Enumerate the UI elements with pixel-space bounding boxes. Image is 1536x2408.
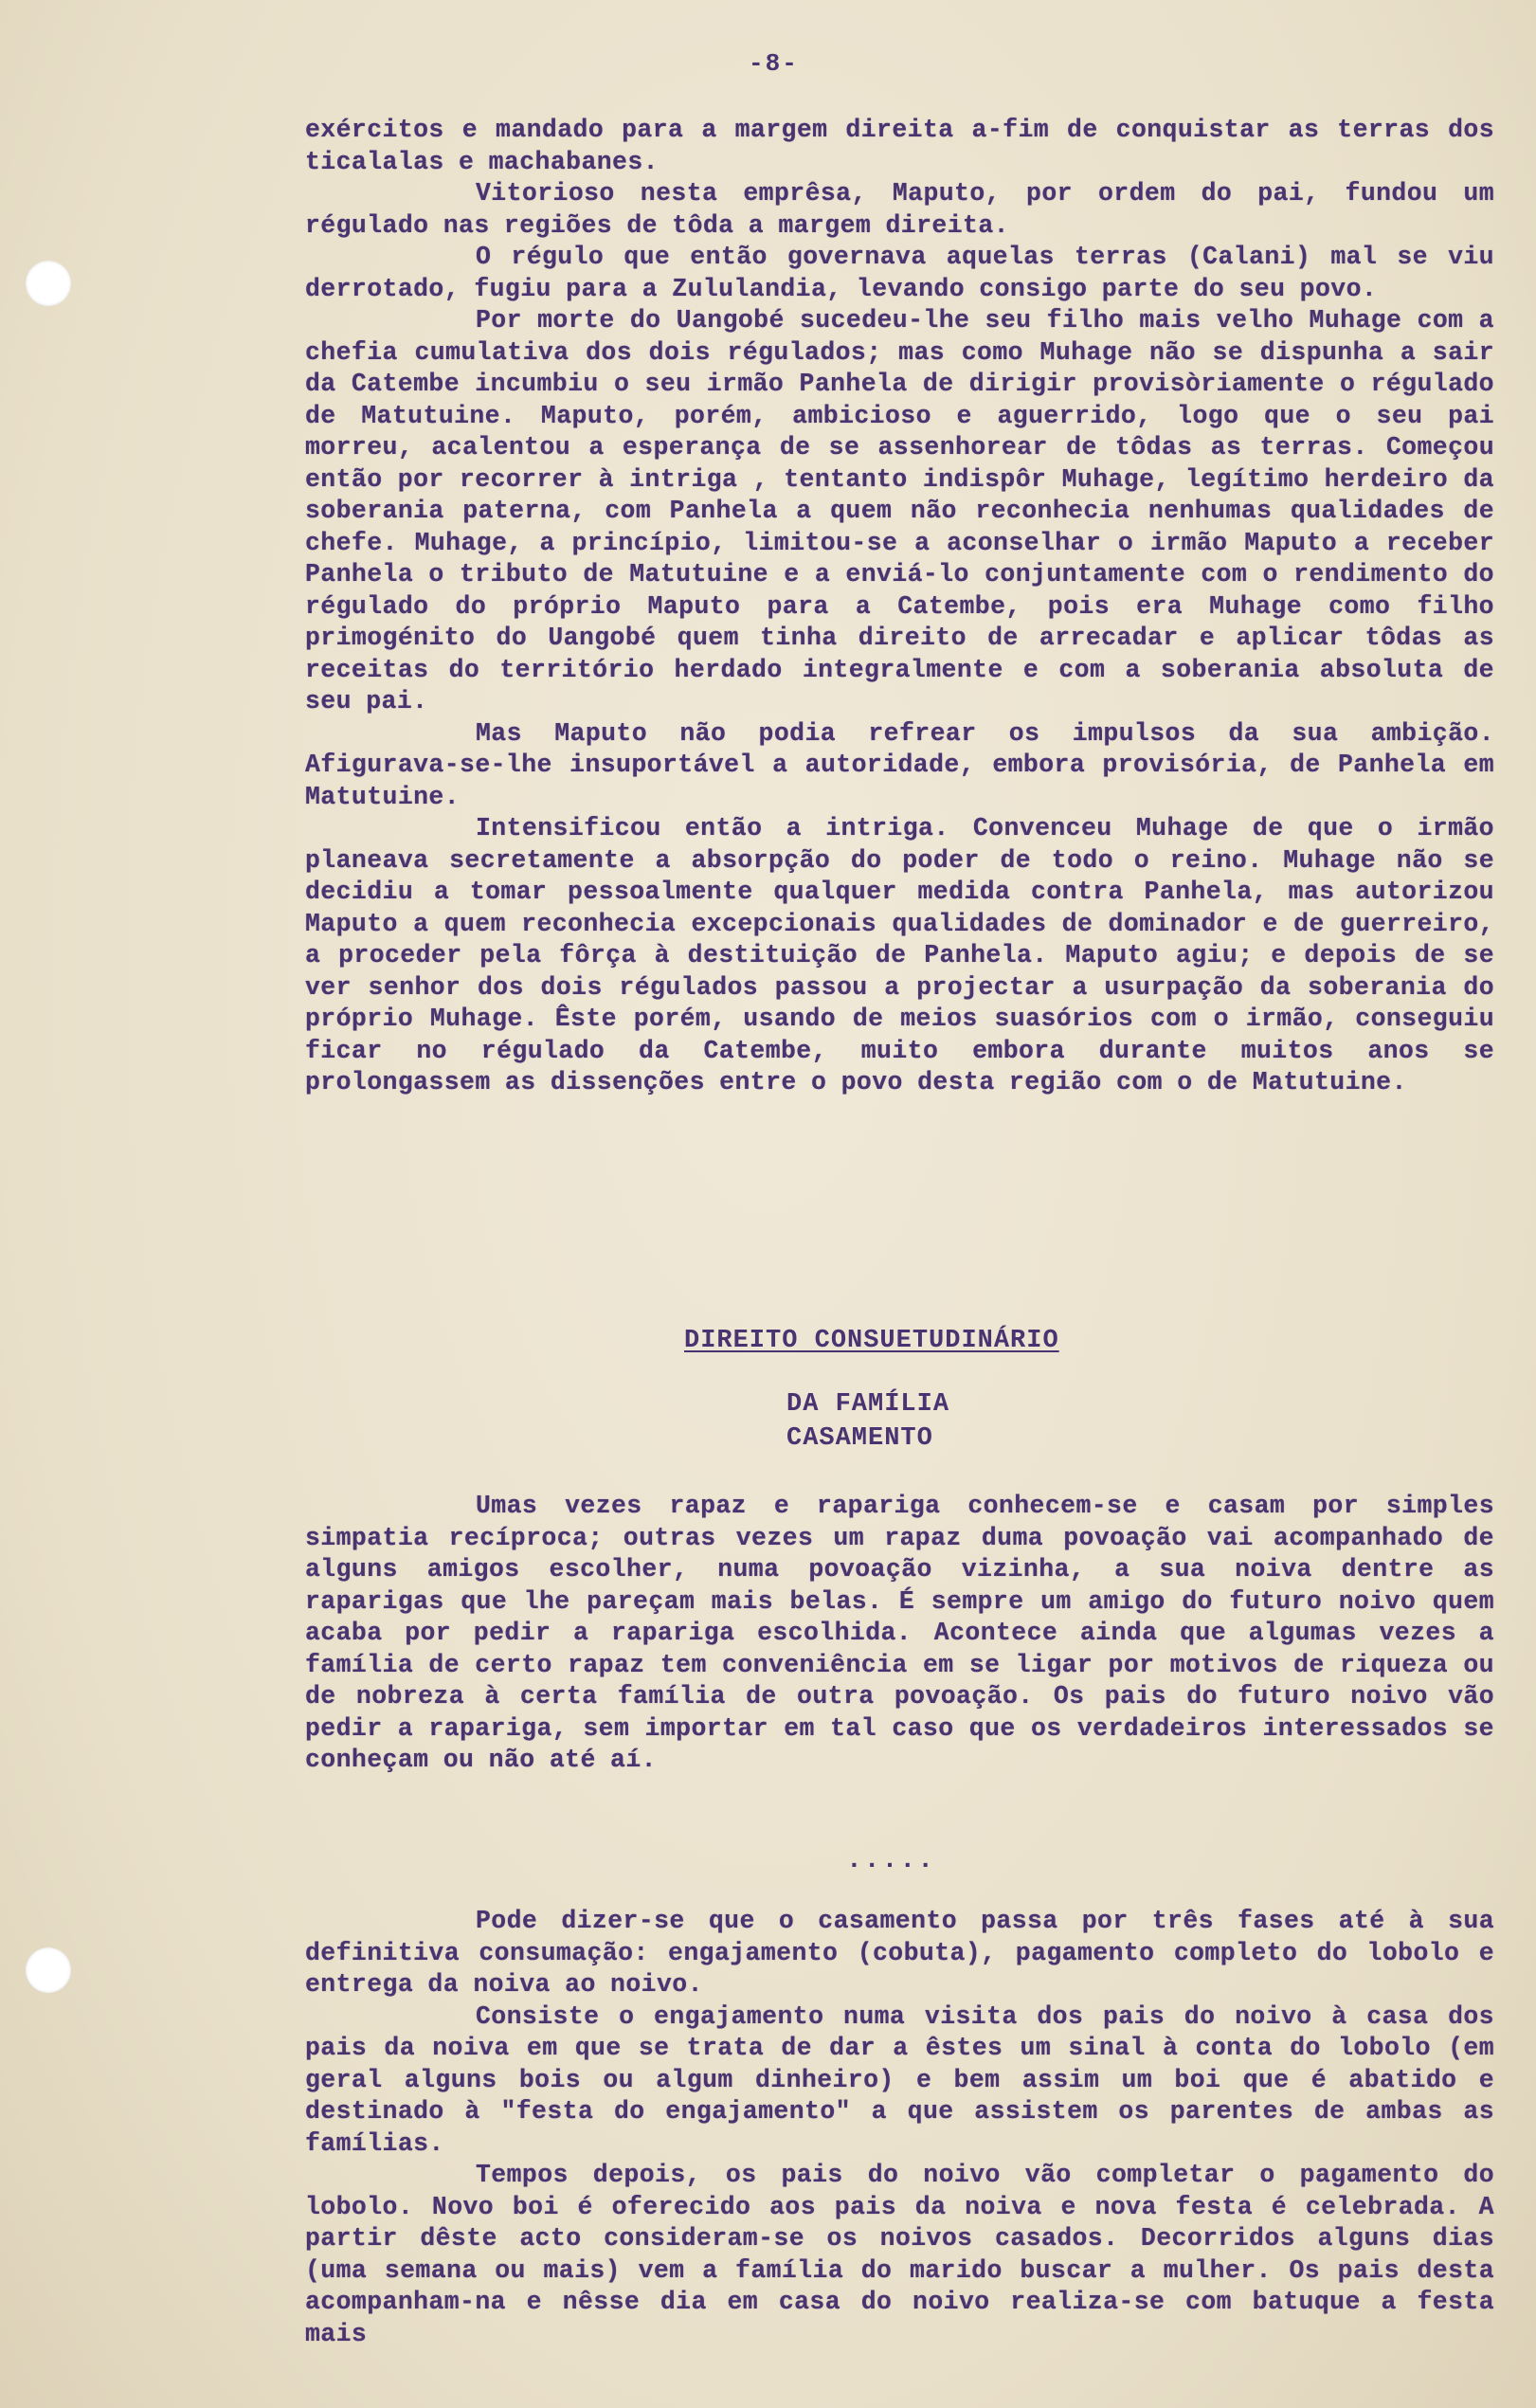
paragraph: Vitorioso nesta emprêsa, Maputo, por ordem do pai, fundou um régulado nas regiões de tôda a margem direita. [305, 179, 1494, 240]
paragraph: Intensificou então a intriga. Convenceu Muhage de que o irmão planeava secretamente a absorpção do poder de todo o reino. Muhage não se decidiu a tomar pessoalmente qualquer medida contra Panhela, mas autorizou Maputo a quem reconhecia excepcionais qualidades de dominador e de guerreiro, a proceder pela fôrça à destituição de Panhela. Maputo agiu; e depois de se ver senhor dos dois régulados passou a projectar a usurpação da soberania do próprio Muhage. Êste porém, usando de meios suasórios com o irmão, conseguiu ficar no régulado da Catembe, muito embora durante muitos anos se prolongassem as dissenções entre o povo desta região com o de Matutuine. [305, 814, 1494, 1096]
paragraph: O régulo que então governava aquelas terras (Calani) mal se viu derrotado, fugiu para a Zululandia, levando consigo parte do seu povo. [305, 243, 1494, 303]
paragraph: Umas vezes rapaz e rapariga conhecem-se e casam por simples simpatia recíproca; outras vezes um rapaz duma povoação vai acompanhado de alguns amigos escolher, numa povoação vizinha, a sua noiva dentre as raparigas que lhe pareçam mais belas. É sempre um amigo do futuro noivo quem acaba por pedir a rapariga escolhida. Acontece ainda que algumas vezes a família de certo rapaz tem conveniência em se ligar por motivos de riqueza ou de nobreza à certa família de outra povoação. Os pais do futuro noivo vão pedir a rapariga, sem importar em tal caso que os verdadeiros interessados se conheçam ou não até aí. [305, 1492, 1494, 1774]
paragraph: Tempos depois, os pais do noivo vão completar o pagamento do lobolo. Novo boi é oferecido aos pais da noiva e nova festa é celebrada. A partir dêste acto consideram-se os noivos casados. Decorridos alguns dias (uma semana ou mais) vem a família do marido buscar a mulher. Os pais desta acompanham-na e nêsse dia em casa do noivo realiza-se com batuque a festa mais [305, 2161, 1494, 2348]
section-title: DIREITO CONSUETUDINÁRIO [684, 1327, 1059, 1355]
subheading-family: DA FAMÍLIA [786, 1390, 950, 1419]
subheading-marriage: CASAMENTO [786, 1424, 933, 1453]
section3-text [305, 1906, 1494, 2350]
punch-hole-bottom [26, 1947, 71, 1993]
punch-hole-top [26, 261, 71, 306]
paragraph: Mas Maputo não podia refrear os impulsos da sua ambição. Afigurava-se-lhe insuportável a autoridade, embora provisória, de Panhela em Matutuine. [305, 718, 1494, 811]
paragraph: exércitos e mandado para a margem direita a-fim de conquistar as terras dos ticalalas e machabanes. [305, 116, 1494, 176]
paragraph: Consiste o engajamento numa visita dos pais do noivo à casa dos pais da noiva em que se trata de dar a êstes um sinal à conta do lobolo (em geral alguns bois ou algum dinheiro) e bem assim um boi que é abatido e destinado à "festa do engajamento" a que assistem os parentes de ambas as famílias. [305, 2001, 1494, 2158]
page-number: -8- [749, 49, 799, 78]
section2-text [305, 1491, 1494, 1777]
paragraph: Por morte do Uangobé sucedeu-lhe seu filho mais velho Muhage com a chefia cumulativa dos dois régulados; mas como Muhage não se dispunha a sair da Catembe incumbiu o seu irmão Panhela de dirigir provisòriamente o régulado de Matutuine. Maputo, porém, ambicioso e aguerrido, logo que o seu pai morreu, acalentou a esperança de se assenhorear de tôdas as terras. Começou então por recorrer à intriga , tentanto indispôr Muhage, legítimo herdeiro da soberania paterna, com Panhela a quem não reconhecia nenhumas qualidades de chefe. Muhage, a princípio, limitou-se a aconselhar o irmão Maputo a receber Panhela o tributo de Matutuine e a enviá-lo conjuntamente com o rendimento do régulado do próprio Maputo para a Catembe, pois era Muhage como filho primogénito do Uangobé quem tinha direito de arrecadar e aplicar tôdas as receitas do território herdado integralmente e com a soberania absoluta de seu pai. [305, 306, 1494, 715]
section1-text [305, 115, 1494, 1099]
separator-dots: ..... [846, 1846, 936, 1875]
paragraph: Pode dizer-se que o casamento passa por três fases até à sua definitiva consumação: engajamento (cobuta), pagamento completo do lobolo e entrega da noiva ao noivo. [305, 1907, 1494, 1999]
